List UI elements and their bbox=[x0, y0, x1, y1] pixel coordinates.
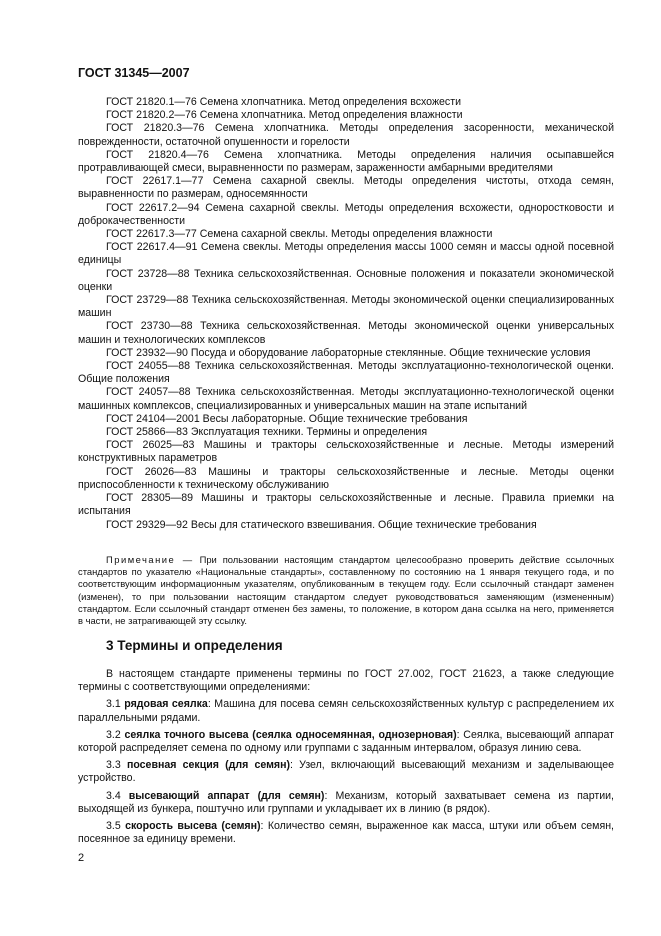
page-header: ГОСТ 31345—2007 bbox=[78, 66, 190, 80]
terms-section bbox=[78, 668, 614, 850]
reference-item: ГОСТ 22617.4—91 Семена свеклы. Методы определения массы 1000 семян и массы одной посевной единицы bbox=[78, 241, 614, 267]
reference-item: ГОСТ 29329—92 Весы для статического взвешивания. Общие технические требования bbox=[106, 518, 537, 531]
references-list bbox=[78, 96, 614, 532]
reference-item: ГОСТ 22617.2—94 Семена сахарной свеклы. Методы определения всхожести, одноростковости и доброкачественности bbox=[78, 201, 614, 227]
term-name: посевная секция (для семян) bbox=[126, 759, 291, 772]
reference-item: ГОСТ 21820.4—76 Семена хлопчатника. Методы определения наличия осыпавшейся протравливающей смеси, выравненности по размерам, зараженности амбарными вредителями bbox=[78, 148, 614, 175]
reference-item: ГОСТ 24057—88 Техника сельскохозяйственная. Методы эксплуатационно-технологической оценки машинных комплексов, специализированных и универсальных машин на этапе испытаний bbox=[78, 386, 614, 412]
term-number: 3.3 bbox=[106, 759, 121, 772]
reference-item: ГОСТ 21820.2—76 Семена хлопчатника. Метод определения влажности bbox=[106, 109, 463, 122]
note-label: Примечание — bbox=[106, 554, 194, 565]
term-definition: : Количество семян, выраженное как масса, штуки или объем семян, посеянное за единицу времени. bbox=[78, 820, 614, 846]
term-number: 3.4 bbox=[106, 789, 121, 802]
reference-item: ГОСТ 25866—83 Эксплуатация техники. Термины и определения bbox=[106, 426, 428, 439]
term-entry bbox=[78, 820, 614, 846]
term-name: высевающий аппарат (для семян) bbox=[128, 789, 325, 802]
reference-item: ГОСТ 22617.3—77 Семена сахарной свеклы. Методы определения влажности bbox=[106, 228, 493, 241]
reference-item: ГОСТ 24104—2001 Весы лабораторные. Общие технические требования bbox=[106, 412, 468, 425]
term-definition: : Механизм, который захватывает семена из партии, выходящей из бункера, поштучно или группами и укладывает их в линию (в рядок). bbox=[78, 789, 614, 815]
section-title: 3 Термины и определения bbox=[106, 638, 283, 653]
note-text: При пользовании настоящим стандартом целесообразно проверить действие ссылочных стандартов по указателю «Национальные стандарты», составленному по состоянию на 1 января текущего года, и по соответствующим информационным указателям, опубликованным в текущем году. Если ссылочный стандарт заменен (изменен), то при пользовании настоящим стандартом следует руководствоваться заменяющим (измененным) стандартом. Если ссылочный стандарт отменен без замены, то положение, в котором дана ссылка на него, применяется в части, не затрагивающей эту ссылку. bbox=[78, 554, 615, 627]
term-definition: : Машина для посева семян сельскохозяйственных культур с распределением их параллельными рядами. bbox=[78, 698, 614, 724]
reference-item: ГОСТ 28305—89 Машины и тракторы сельскохозяйственные и лесные. Правила приемки на испытания bbox=[78, 492, 614, 518]
term-entry bbox=[78, 698, 614, 724]
reference-item: ГОСТ 23932—90 Посуда и оборудование лабораторные стеклянные. Общие технические условия bbox=[106, 346, 591, 359]
term-number: 3.1 bbox=[106, 698, 121, 711]
term-entry bbox=[78, 729, 614, 755]
reference-item: ГОСТ 23728—88 Техника сельскохозяйственная. Основные положения и показатели экономической оценки bbox=[78, 267, 614, 293]
reference-item: ГОСТ 24055—88 Техника сельскохозяйственная. Методы эксплуатационно-технологической оценки. Общие положения bbox=[78, 360, 614, 386]
reference-item: ГОСТ 21820.3—76 Семена хлопчатника. Методы определения засоренности, механической поврежденности, остаточной опушенности и горелости bbox=[78, 122, 614, 148]
reference-item: ГОСТ 26026—83 Машины и тракторы сельскохозяйственные и лесные. Методы оценки приспособленности к техническому обслуживанию bbox=[78, 465, 614, 491]
term-name: рядовая сеялка bbox=[124, 698, 208, 711]
terms-intro: В настоящем стандарте применены термины по ГОСТ 27.002, ГОСТ 21623, а также следующие термины с соответствующими определениями: bbox=[78, 668, 614, 694]
reference-item: ГОСТ 22617.1—77 Семена сахарной свеклы. Методы определения чистоты, отхода семян, выравненности по размерам, односемянности bbox=[78, 175, 614, 201]
note-block bbox=[78, 554, 614, 627]
term-name: сеялка точного высева (сеялка односемянная, однозерновая) bbox=[124, 728, 457, 741]
term-definition: : Узел, включающий высевающий механизм и заделывающее устройство. bbox=[78, 759, 614, 785]
reference-item: ГОСТ 23729—88 Техника сельскохозяйственная. Методы экономической оценки специализированных машин bbox=[78, 294, 614, 320]
term-entry bbox=[78, 759, 614, 785]
term-definition: : Сеялка, высевающий аппарат которой распределяет семена по одному или группами с заданным интервалом, образуя линию сева. bbox=[78, 728, 614, 755]
reference-item: ГОСТ 23730—88 Техника сельскохозяйственная. Методы экономической оценки универсальных машин и технологических комплексов bbox=[78, 320, 614, 346]
note-paragraph bbox=[78, 554, 614, 627]
term-name: скорость высева (семян) bbox=[125, 820, 261, 833]
term-number: 3.2 bbox=[106, 728, 121, 741]
term-entry bbox=[78, 790, 614, 816]
page-number: 2 bbox=[78, 852, 85, 864]
term-number: 3.5 bbox=[106, 820, 121, 833]
reference-item: ГОСТ 26025—83 Машины и тракторы сельскохозяйственные и лесные. Методы измерений конструктивных параметров bbox=[78, 439, 614, 465]
reference-item: ГОСТ 21820.1—76 Семена хлопчатника. Метод определения всхожести bbox=[106, 96, 462, 108]
